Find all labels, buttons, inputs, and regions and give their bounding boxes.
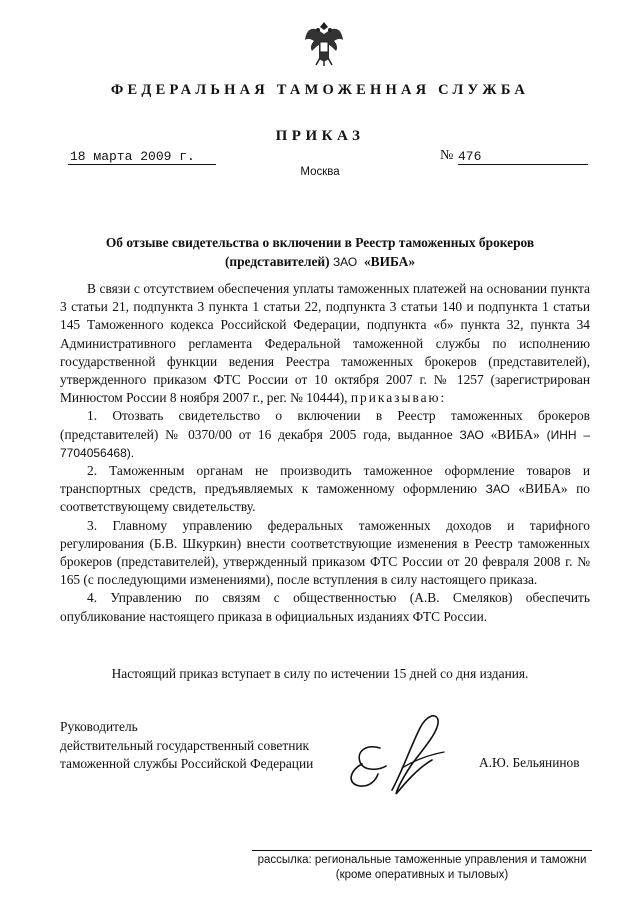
preamble-paragraph [60, 280, 590, 407]
order-body [60, 280, 590, 626]
title-org-form: ЗАО [332, 255, 358, 269]
item-2 [60, 462, 590, 517]
signatory-line-3: таможенной службы Российской Федерации [60, 756, 314, 771]
title-line-1: Об отзыве свидетельства о включении в Реестр таможенных брокеров [105, 235, 535, 250]
item-4: 4. Управлению по связям с общественностью (А.В. Смеляков) обеспечить опубликование настоящего приказа в официальных изданиях ФТС России. [60, 590, 590, 624]
distribution-list [252, 853, 592, 883]
title-representatives: (представителей) [224, 254, 330, 269]
signatory-line-1: Руководитель [60, 719, 138, 734]
item-2-org-name: «ВИБА» по соответствующему свидетельству. [60, 481, 590, 515]
distribution-line-1: рассылка: региональные таможенные управления и таможни [257, 854, 587, 866]
coat-of-arms-icon [302, 18, 346, 68]
item-1-org-name: «ВИБА» [490, 426, 540, 442]
title-line-2 [60, 252, 580, 272]
document-type: ПРИКАЗ [275, 128, 365, 144]
distribution-divider [252, 850, 592, 851]
preamble-text: В связи с отсутствием обеспечения уплаты таможенных платежей на основании пункта 3 статьи 21, подпункта 3 пункта 1 статьи 22, подпункта 3 статьи 140 и подпункта 1 статьи 145 Таможенного кодекса Российской Федерации, подпункта «б» пункта 32, пункта 34 Административного регламента Федеральной таможенной службы по исполнению государственной функции ведения Реестра таможенных брокеров (представителей), утвержденного приказом ФТС России от 10 октября 2007 г. № 1257 (зарегистрирован Минюстом России 8 ноября 2007 г., рег. № 10444), [60, 281, 590, 406]
signatory-title [60, 718, 313, 774]
order-title [60, 233, 580, 272]
item-1-text: 1. Отозвать свидетельство о включении в Реестр таможенных брокеров (представителей) № 0370/00 от 16 декабря 2005 года, выданное [60, 408, 590, 442]
item-2-text: 2. Таможенным органам не производить таможенное оформление товаров и транспортных средств, предъявляемых к таможенному оформлению [60, 463, 590, 497]
order-number: 476 [458, 150, 588, 165]
distribution-line-2: (кроме оперативных и тыловых) [335, 869, 509, 881]
agency-name: ФЕДЕРАЛЬНАЯ ТАМОЖЕННАЯ СЛУЖБА [110, 82, 530, 98]
item-2-org-form: ЗАО [485, 482, 510, 497]
signatory-name: А.Ю. Бельянинов [479, 755, 580, 770]
city: Москва [300, 166, 340, 178]
item-1-inn: (ИНН – 7704056468). [60, 427, 590, 460]
item-1 [60, 407, 590, 462]
item-1-org-form: ЗАО [459, 427, 484, 442]
number-sign: № [440, 148, 454, 163]
signatory-line-2: действительный государственный советник [60, 737, 310, 753]
handwritten-signature [340, 708, 458, 804]
order-date: 18 марта 2009 г. [68, 150, 216, 165]
command-word: приказываю: [350, 390, 447, 406]
title-org-name: «ВИБА» [363, 254, 416, 269]
effective-date-clause: Настоящий приказ вступает в силу по истечении 15 дней со дня издания. [111, 666, 529, 681]
item-3: 3. Главному управлению федеральных таможенных доходов и тарифного регулирования (Б.В. Шкуркин) внести соответствующие изменения в Реестр таможенных брокеров (представителей), утвержденный приказом ФТС России от 20 февраля 2008 г. № 165 (с последующими изменениями), после вступления в силу настоящего приказа. [60, 517, 590, 588]
